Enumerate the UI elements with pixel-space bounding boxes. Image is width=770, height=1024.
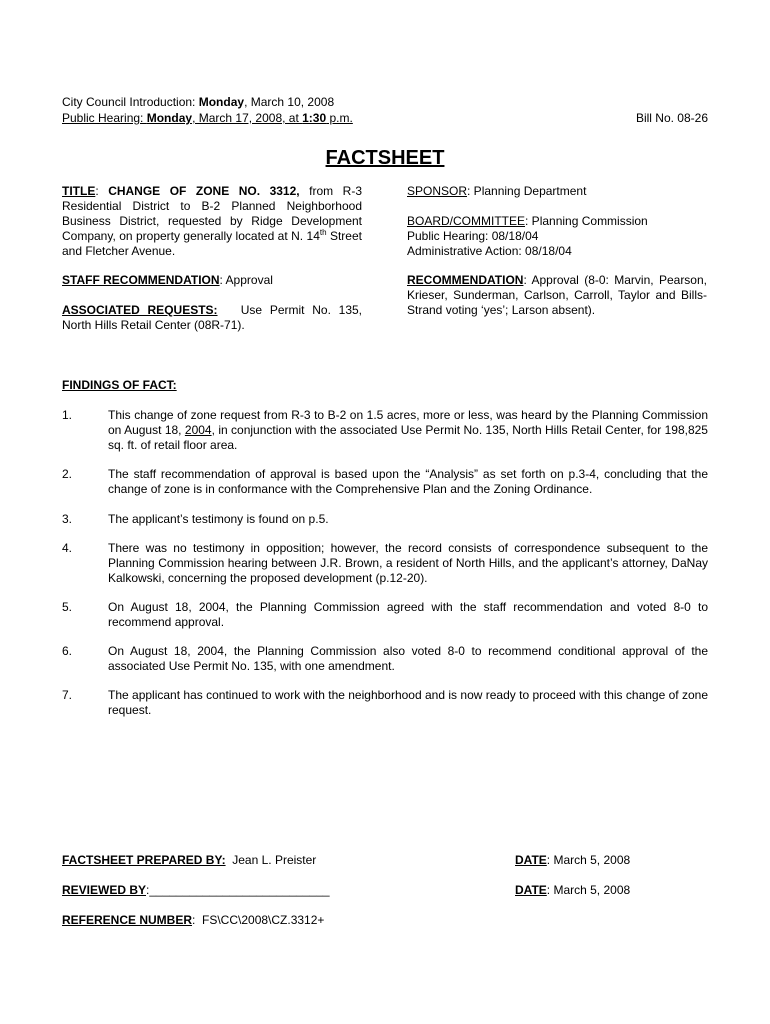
reviewed-date: DATE: March 5, 2008	[515, 883, 631, 897]
reviewed-by: REVIEWED BY:___________________________	[62, 883, 330, 897]
findings-heading: FINDINGS OF FACT:	[62, 378, 177, 392]
intro-line: City Council Introduction: Monday, March 10, 2008	[62, 95, 335, 109]
reference-number: REFERENCE NUMBER: FS\CC\2008\CZ.3312+	[62, 913, 325, 927]
prepared-date: DATE: March 5, 2008	[515, 853, 631, 867]
prepared-by: FACTSHEET PREPARED BY: Jean L. Preister	[62, 853, 317, 867]
sponsor: SPONSOR: Planning Department	[407, 184, 587, 198]
intro-day: Monday	[198, 95, 245, 109]
page-title: FACTSHEET	[325, 147, 445, 169]
title-block: TITLE: CHANGE OF ZONE NO. 3312, from R-3 Residential District to B-2 Planned Neighborhood Business District, requested by Ridge Development Company, on property generally located at N. 14th Street and Fletcher Avenue.	[62, 184, 362, 258]
commission-recommendation: RECOMMENDATION: Approval (8-0: Marvin, Pearson, Krieser, Sunderman, Carlson, Carroll, Taylor and Bills-Strand voting ‘yes’; Larson absent).	[407, 273, 707, 317]
hearing-underlined: Public Hearing: Monday, March 17, 2008, at 1:30 p.m.	[62, 111, 353, 125]
hearing-line	[62, 111, 353, 126]
board-committee: BOARD/COMMITTEE: Planning Commission Public Hearing: 08/18/04 Administrative Action: 08/18/04	[407, 214, 648, 258]
staff-recommendation: STAFF RECOMMENDATION: Approval	[62, 273, 273, 287]
bill-number: Bill No. 08-26	[635, 111, 708, 125]
associated-requests: ASSOCIATED REQUESTS: Use Permit No. 135, North Hills Retail Center (08R-71).	[62, 303, 366, 332]
